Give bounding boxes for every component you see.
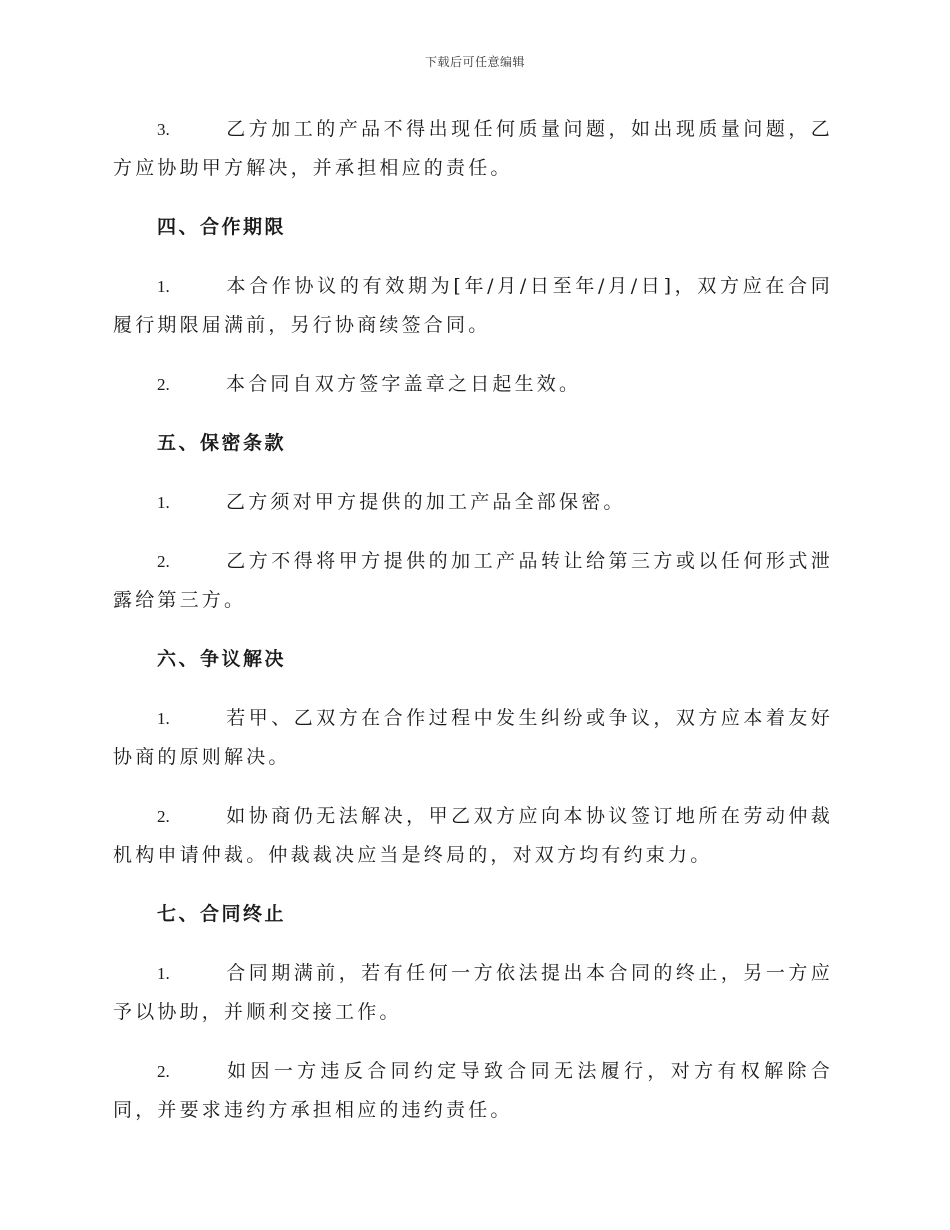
clause-number: 1. — [157, 709, 170, 728]
clause-number: 2. — [157, 1062, 170, 1081]
clause-text: 如因一方违反合同约定导致合同无法履行，对方有权解除合同，并要求违约方承担相应的违约责任。 — [113, 1060, 833, 1121]
section-heading-confidentiality: 五、保密条款 — [157, 432, 287, 454]
clause-text: 若甲、乙双方在合作过程中发生纠纷或争议，双方应本着友好协商的原则解决。 — [113, 707, 833, 768]
document-body — [113, 110, 833, 1150]
clause-text: 合同期满前，若有任何一方依法提出本合同的终止，另一方应予以协助，并顺利交接工作。 — [113, 962, 833, 1023]
clause-4-1-validity — [113, 267, 833, 345]
clause-5-1-confidential — [113, 483, 833, 522]
clause-number: 1. — [157, 277, 170, 296]
section-heading-termination: 七、合同终止 — [157, 903, 287, 925]
clause-6-1-negotiation — [113, 699, 833, 777]
clause-text: 本合同自双方签字盖章之日起生效。 — [226, 373, 582, 395]
clause-number: 2. — [157, 552, 170, 571]
clause-text: 乙方加工的产品不得出现任何质量问题，如出现质量问题，乙方应协助甲方解决，并承担相应的责任。 — [113, 118, 833, 179]
clause-number: 2. — [157, 375, 170, 394]
clause-3-1-quality — [113, 110, 833, 188]
clause-text: 本合作协议的有效期为[年/月/日至年/月/日]，双方应在合同履行期限届满前，另行协商续签合同。 — [113, 275, 833, 336]
clause-number: 1. — [157, 493, 170, 512]
clause-4-2-effective — [113, 365, 833, 404]
clause-5-2-no-transfer — [113, 542, 833, 620]
clause-text: 乙方须对甲方提供的加工产品全部保密。 — [226, 491, 626, 513]
clause-7-1-early-termination — [113, 954, 833, 1032]
clause-number: 1. — [157, 964, 170, 983]
section-heading-dispute-resolution: 六、争议解决 — [157, 648, 287, 670]
clause-text: 乙方不得将甲方提供的加工产品转让给第三方或以任何形式泄露给第三方。 — [113, 550, 833, 611]
clause-number: 2. — [157, 807, 170, 826]
clause-number: 3. — [157, 120, 170, 139]
clause-text: 如协商仍无法解决，甲乙双方应向本协议签订地所在劳动仲裁机构申请仲裁。仲裁裁决应当是终局的，对双方均有约束力。 — [113, 805, 833, 866]
clause-7-2-breach — [113, 1052, 833, 1130]
section-heading-cooperation-term: 四、合作期限 — [157, 216, 287, 238]
page-header: 下载后可任意编辑 — [424, 55, 525, 69]
clause-6-2-arbitration — [113, 797, 833, 875]
